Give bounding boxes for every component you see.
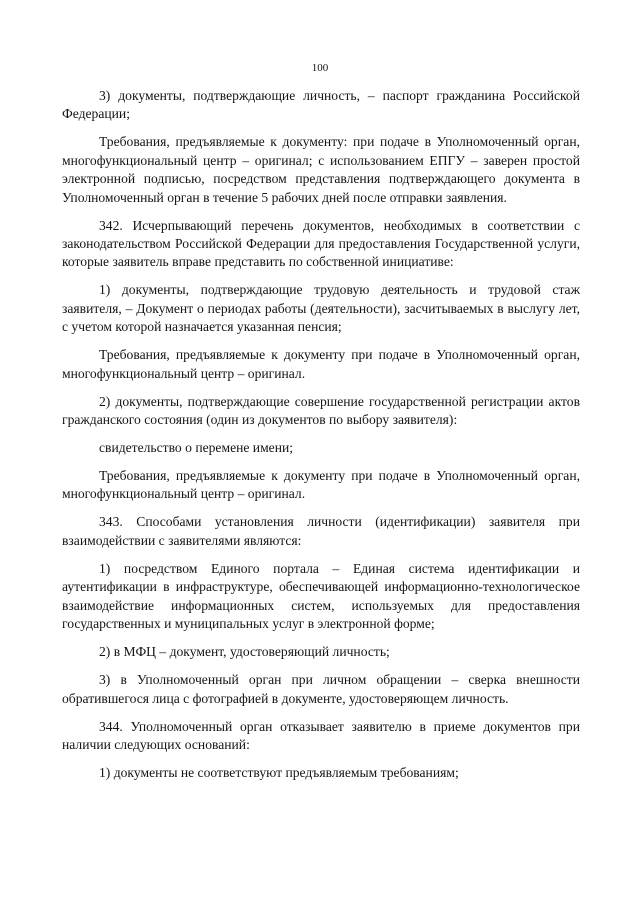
paragraph-343-heading: 343. Способами установления личности (идентификации) заявителя при взаимодействии с заявителями являются:	[62, 514, 580, 548]
paragraph-identity-documents: 3) документы, подтверждающие личность, – паспорт гражданина Российской Федерации;	[62, 88, 580, 122]
paragraph-identification-in-person: 3) в Уполномоченный орган при личном обращении – сверка внешности обратившегося лица с фотографией в документе, удостоверяющем личность.	[62, 672, 580, 706]
paragraph-work-experience-documents: 1) документы, подтверждающие трудовую деятельность и трудовой стаж заявителя, – Документ о периодах работы (деятельности), засчитываемых в выслугу лет, с учетом которой назначается указанная пенсия;	[62, 282, 580, 335]
paragraph-identity-requirements: Требования, предъявляемые к документу: при подаче в Уполномоченный орган, многофункциональный центр – оригинал; с использованием ЕПГУ – заверен простой электронной подписью, посредством представления подтверждающего документа в Уполномоченный орган в течение 5 рабочих дней после отправки заявления.	[62, 134, 580, 205]
paragraph-342-heading: 342. Исчерпывающий перечень документов, необходимых в соответствии с законодательством Российской Федерации для предоставления Государственной услуги, которые заявитель вправе представить по собственной инициативе:	[62, 217, 580, 270]
paragraph-identification-portal: 1) посредством Единого портала – Единая система идентификации и аутентификации в инфраструктуре, обеспечивающей информационно-технологическое взаимодействие информационных систем, используемых для предоставления государственных и муниципальных услуг в электронной форме;	[62, 560, 580, 632]
paragraph-344-heading: 344. Уполномоченный орган отказывает заявителю в приеме документов при наличии следующих оснований:	[62, 718, 580, 752]
paragraph-work-experience-requirements: Требования, предъявляемые к документу при подаче в Уполномоченный орган, многофункциональный центр – оригинал.	[62, 347, 580, 381]
paragraph-civil-registration-documents: 2) документы, подтверждающие совершение государственной регистрации актов гражданского состояния (один из документов по выбору заявителя):	[62, 393, 580, 428]
paragraph-identification-mfc: 2) в МФЦ – документ, удостоверяющий личность;	[99, 644, 390, 660]
document-body	[62, 87, 580, 792]
paragraph-refusal-ground-1: 1) документы не соответствуют предъявляемым требованиям;	[99, 764, 459, 780]
paragraph-name-change-requirements: Требования, предъявляемые к документу при подаче в Уполномоченный орган, многофункциональный центр – оригинал.	[62, 468, 580, 502]
paragraph-name-change-certificate: свидетельство о перемене имени;	[99, 440, 294, 456]
page-number: 100	[311, 62, 329, 74]
